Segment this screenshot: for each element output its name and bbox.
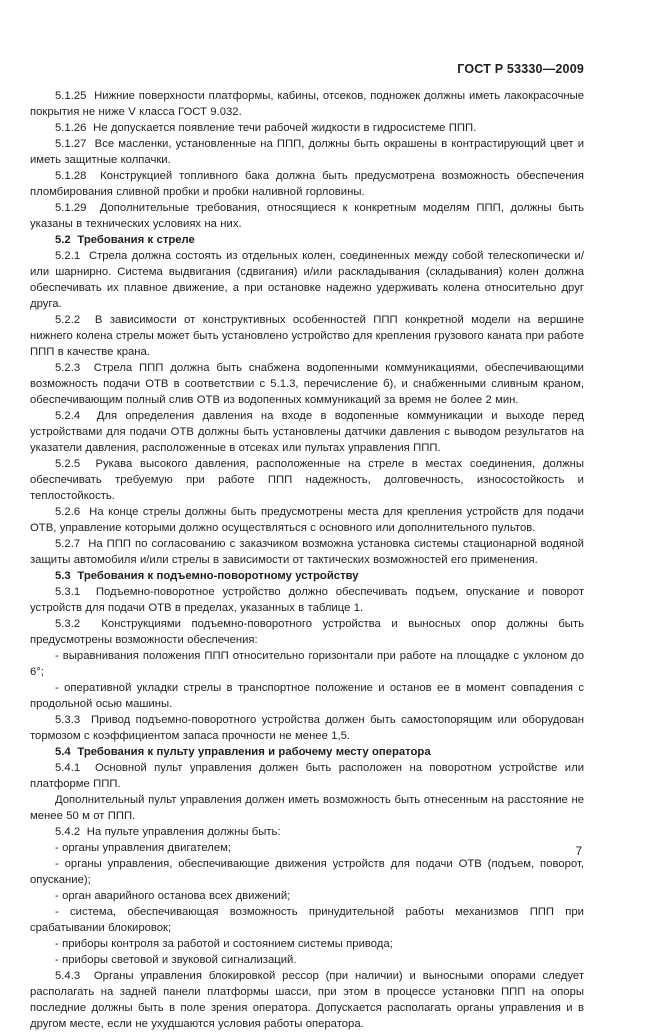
section-heading-5-3: 5.3 Требования к подъемно-поворотному устройству [55, 570, 359, 582]
clause-5-4-2: 5.4.2 На пульте управления должны быть: [55, 826, 281, 838]
clause-5-2-6: 5.2.6 На конце стрелы должны быть предусмотрены места для крепления устройств для подачи ОТВ, управление которыми должно осуществляться с основного или дополнительного пультов. [30, 506, 584, 534]
clause-5-1-29: 5.1.29 Дополнительные требования, относящиеся к конкретным моделям ППП, должны быть указаны в технических условиях на них. [30, 202, 584, 230]
list-item-leveling: - выравнивания положения ППП относительно горизонтали при работе на площадке с уклоном до 6°; [30, 650, 584, 678]
list-item-emergency-stop: - орган аварийного останова всех движений; [55, 890, 291, 902]
clause-5-3-3: 5.3.3 Привод подъемно-поворотного устройства должен быть самостопорящим или оборудован тормозом с коэффициентом запаса прочности не менее 1,5. [30, 714, 584, 742]
list-item-otv-device-controls: - органы управления, обеспечивающие движения устройств для подачи ОТВ (подъем, поворот, опускание); [30, 858, 584, 886]
section-heading-5-2: 5.2 Требования к стреле [55, 234, 195, 246]
clause-5-1-27: 5.1.27 Все масленки, установленные на ППП, должны быть окрашены в контрастирующий цвет и иметь защитные колпачки. [30, 138, 584, 166]
document-body [30, 88, 584, 1032]
document-header: ГОСТ Р 53330—2009 [457, 62, 584, 76]
clause-5-2-3: 5.2.3 Стрела ППП должна быть снабжена водопенными коммуникациями, обеспечивающими возможность подачи ОТВ в соответствии с 5.1.3, перечисление б), и снабженными сливным краном, обеспечивающим полный слив ОТВ из водопенных коммуникаций за время не более 2 мин. [30, 362, 584, 406]
clause-5-4-3: 5.4.3 Органы управления блокировкой рессор (при наличии) и выносными опорами следует располагать на задней панели платформы шасси, при этом в процессе установки ППП на опоры последние должны быть в поле зрения оператора. Допускается располагать органы управления и в другом месте, если не ухудшаются условия работы оператора. [30, 970, 584, 1030]
clause-5-3-1: 5.3.1 Подъемно-поворотное устройство должно обеспечивать подъем, опускание и поворот устройств для подачи ОТВ в пределах, указанных в таблице 1. [30, 586, 584, 614]
clause-5-2-1: 5.2.1 Стрела должна состоять из отдельных колен, соединенных между собой телескопически и/или шарнирно. Система выдвигания (сдвигания) и/или раскладывания (складывания) колен должна обеспечивать их плавное движение, а при остановке надежно удерживать колена относительно друг друга. [30, 250, 584, 310]
clause-5-3-2: 5.3.2 Конструкциями подъемно-поворотного устройства и выносных опор должны быть предусмотрены возможности обеспечения: [30, 618, 584, 646]
clause-5-1-26: 5.1.26 Не допускается появление течи рабочей жидкости в гидросистеме ППП. [55, 122, 477, 134]
list-item-drive-monitoring: - приборы контроля за работой и состоянием системы привода; [55, 938, 393, 950]
clause-5-2-2: 5.2.2 В зависимости от конструктивных особенностей ППП конкретной модели на вершине нижнего колена стрелы может быть установлено устройство для крепления грузового каната при работе ППП в качестве крана. [30, 314, 584, 358]
list-item-boom-stowing: - оперативной укладки стрелы в транспортное положение и останов ее в момент совпадения с продольной осью машины. [30, 682, 584, 710]
list-item-engine-controls: - органы управления двигателем; [55, 842, 232, 854]
clause-5-1-25: 5.1.25 Нижние поверхности платформы, кабины, отсеков, подножек должны иметь лакокрасочные покрытия не ниже V класса ГОСТ 9.032. [30, 90, 584, 118]
list-item-forced-operation-system: - система, обеспечивающая возможность принудительной работы механизмов ППП при срабатывании блокировок; [30, 906, 584, 934]
clause-5-4-1: 5.4.1 Основной пульт управления должен быть расположен на поворотном устройстве или платформе ППП. [30, 762, 584, 790]
list-item-signal-devices: - приборы световой и звуковой сигнализаций. [55, 954, 297, 966]
clause-5-2-5: 5.2.5 Рукава высокого давления, расположенные на стреле в местах соединения, должны обеспечивать требуемую при работе ППП надежность, долговечность, износостойкость и теплостойкость. [30, 458, 584, 502]
clause-5-4-1-additional: Дополнительный пульт управления должен иметь возможность быть отнесенным на расстояние не менее 50 м от ППП. [30, 794, 584, 822]
clause-5-2-4: 5.2.4 Для определения давления на входе в водопенные коммуникации и выходе перед устройствами для подачи ОТВ должны быть установлены датчики давления с выводом результатов на указатели давления, расположенные в отсеках или пультах управления ППП. [30, 410, 584, 454]
section-heading-5-4: 5.4 Требования к пульту управления и рабочему месту оператора [55, 746, 431, 758]
clause-5-1-28: 5.1.28 Конструкцией топливного бака должна быть предусмотрена возможность обеспечения пломбирования сливной пробки и пробки наливной горловины. [30, 170, 584, 198]
clause-5-2-7: 5.2.7 На ППП по согласованию с заказчиком возможна установка системы стационарной водяной защиты автомобиля и/или стрелы в зависимости от тактических возможностей его применения. [30, 538, 584, 566]
page-number: 7 [575, 846, 582, 858]
